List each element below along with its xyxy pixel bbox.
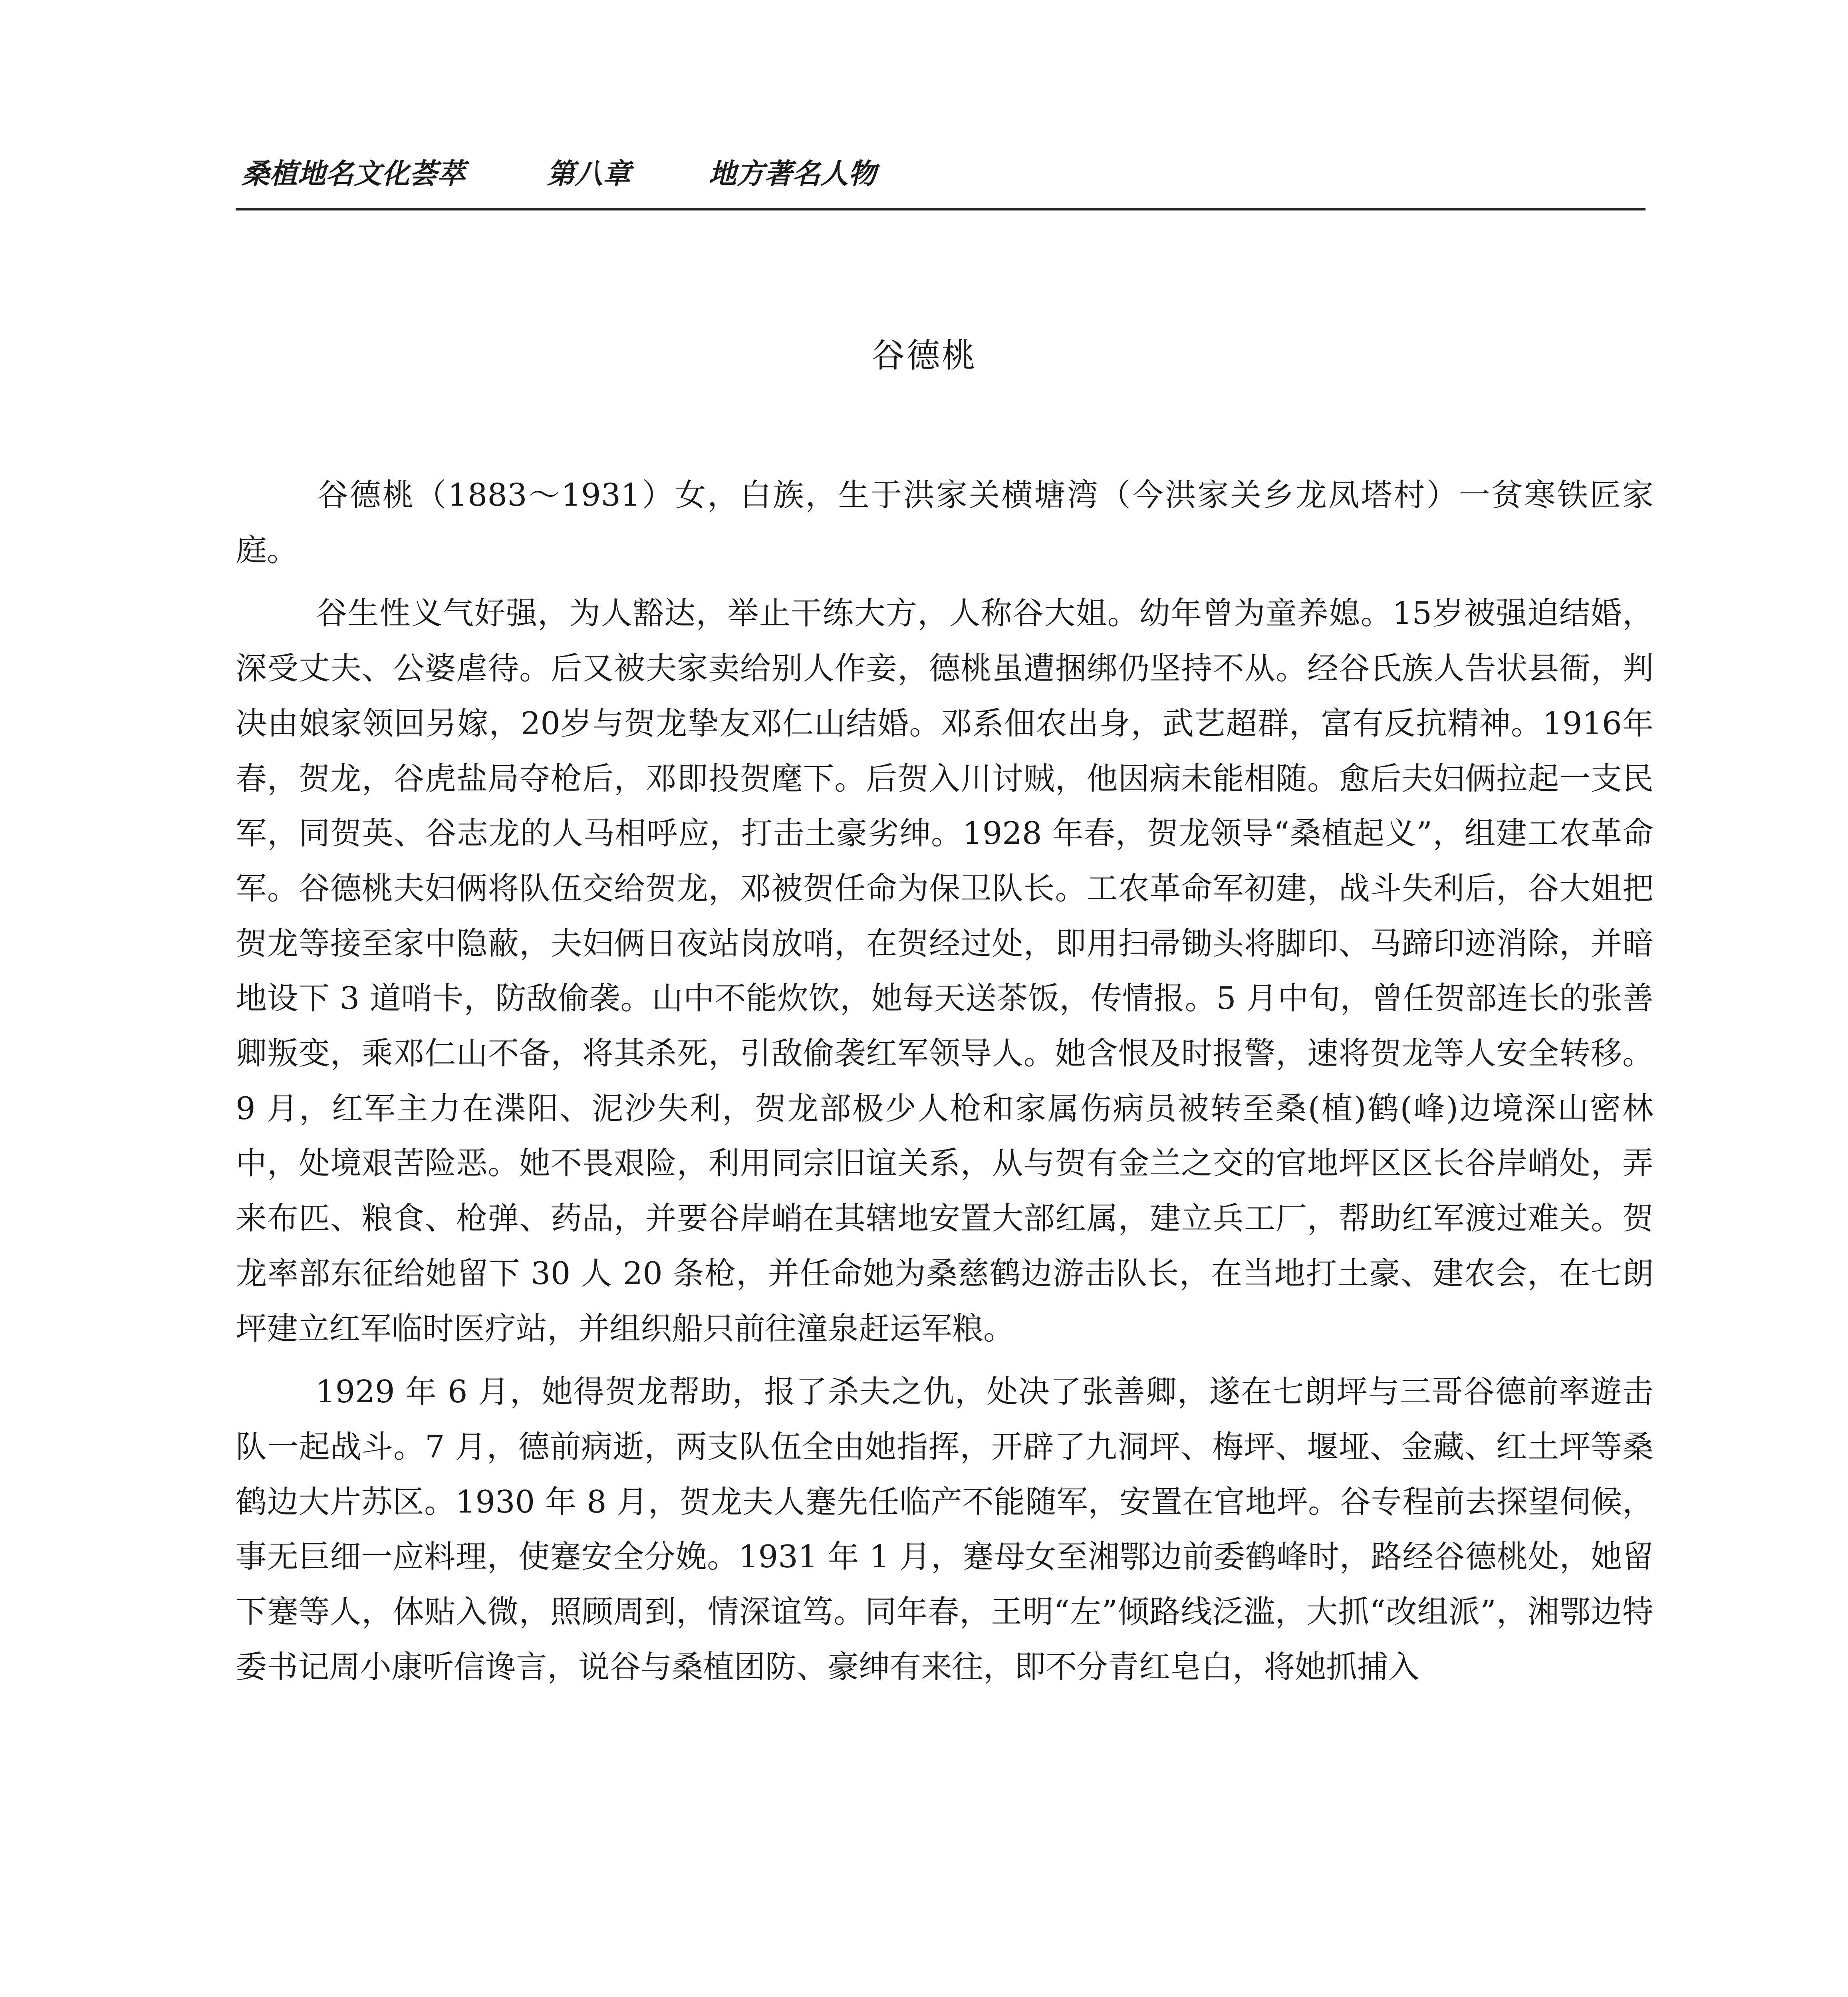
paragraph-text: 谷生性义气好强，为人豁达，举止干练大方，人称谷大姐。幼年曾为童养媳。15岁被强迫结婚，深受丈夫、公婆虐待。后又被夫家卖给别人作妾，德桃虽遭捆绑仍坚持不从。经谷氏族人告状县衙，判决由娘家领回另嫁，20岁与贺龙挚友邓仁山结婚。邓系佃农出身，武艺超群，富有反抗精神。1916年春，贺龙，谷虎盐局夺枪后，邓即投贺麾下。后贺入川讨贼，他因病未能相随。愈后夫妇俩拉起一支民军，同贺英、谷志龙的人马相呼应，打击土豪劣绅。1928 年春，贺龙领导“桑植起义”，组建工农革命军。谷德桃夫妇俩将队伍交给贺龙，邓被贺任命为保卫队长。工农革命军初建，战斗失利后，谷大姐把贺龙等接至家中隐蔽，夫妇俩日夜站岗放哨，在贺经过处，即用扫帚锄头将脚印、马蹄印迹消除，并暗地设下 3 道哨卡，防敌偷袭。山中不能炊饮，她每天送茶饭，传情报。5 月中旬，曾任贺部连长的张善卿叛变，乘邓仁山不备，将其杀死，引敌偷袭红军领导人。她含恨及时报警，速将贺龙等人安全转移。9 月，红军主力在渫阳、泥沙失利，贺龙部极少人枪和家属伤病员被转至桑(植)鹤(峰)边境深山密林中，处境艰苦险恶。她不畏艰险，利用同宗旧谊关系，从与贺有金兰之交的官地坪区区长谷岸峭处，弄来布匹、粮食、枪弹、药品，并要谷岸峭在其辖地安置大部红属，建立兵工厂，帮助红军渡过难关。贺龙率部东征给她留下 30 人 20 条枪，并任命她为桑慈鹤边游击队长，在当地打土豪、建农会，在七朗坪建立红军临时医疗站，并组织船只前往潼泉赶运军粮。 [236, 596, 1653, 1347]
running-header [242, 154, 1644, 194]
header-rule [236, 208, 1646, 210]
header-book-title: 桑植地名文化荟萃 [242, 157, 465, 190]
paragraph-text: 谷德桃（1883～1931）女，白族，生于洪家关横塘湾（今洪家关乡龙凤塔村）一贫寒铁匠家庭。 [236, 477, 1653, 568]
article-body [236, 468, 1653, 1703]
article-title: 谷德桃 [871, 336, 977, 375]
paragraph [236, 1365, 1653, 1695]
header-chapter: 第八章 [547, 157, 631, 190]
paragraph [236, 586, 1653, 1356]
paragraph-text: 1929 年 6 月，她得贺龙帮助，报了杀夫之仇，处决了张善卿，遂在七朗坪与三哥谷德前率遊击队一起战斗。7 月，德前病逝，两支队伍全由她指挥，开辟了九洞坪、梅坪、堰垭、金藏、红土坪等桑鹤边大片苏区。1930 年 8 月，贺龙夫人蹇先任临产不能随军，安置在官地坪。谷专程前去探望伺候，事无巨细一应料理，使蹇安全分娩。1931 年 1 月，蹇母女至湘鄂边前委鹤峰时，路经谷德桃处，她留下蹇等人，体贴入微，照顾周到，情深谊笃。同年春，王明“左”倾路线泛滥，大抓“改组派”，湘鄂边特委书记周小康听信谗言，说谷与桑植团防、豪绅有来往，即不分青红皂白，将她抓捕入 [236, 1374, 1653, 1685]
header-section-title: 地方著名人物 [708, 157, 876, 190]
paragraph [236, 468, 1653, 578]
